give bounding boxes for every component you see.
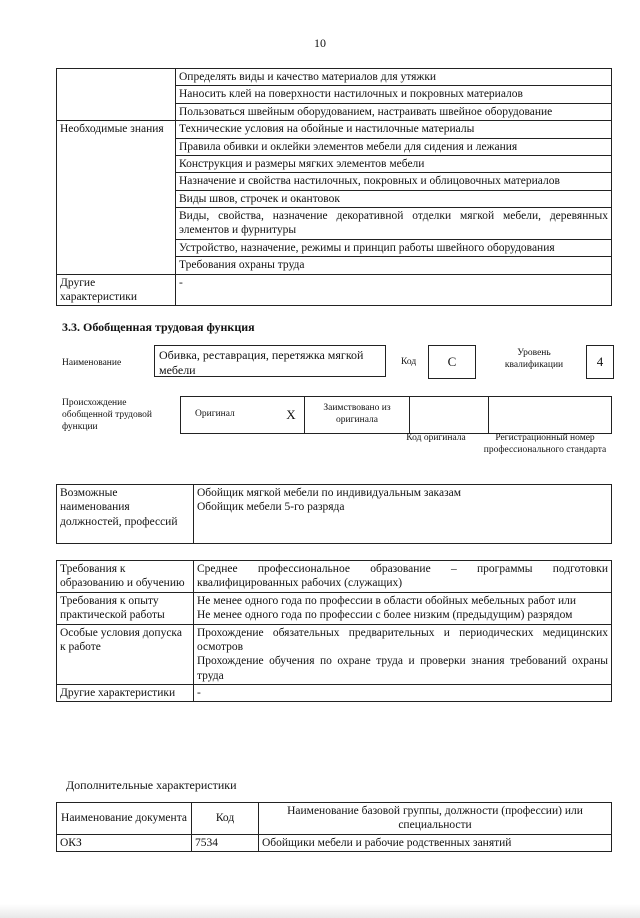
positions-values: [194, 485, 612, 544]
code-box: C: [428, 345, 476, 379]
requirement-value: Прохождение обязательных предварительных и периодических медицинских осмотров Прохождение обучения по охране труда и проверки знания требований охраны труда: [194, 624, 612, 685]
knowledge-item: Технические условия на обойные и настилочные материалы: [176, 121, 612, 138]
knowledge-item: Правила обивки и оклейки элементов мебели для сидения и лежания: [176, 138, 612, 155]
position-item: Обойщик мебели 5-го разряда: [197, 501, 345, 514]
additional-table: [56, 802, 612, 852]
table-cell: ОКЗ: [57, 834, 192, 851]
origin-table: [180, 396, 612, 434]
header-cell: Наименование базовой группы, должности (профессии) или специальности: [259, 803, 612, 835]
skill-item: Пользоваться швейным оборудованием, настраивать швейное оборудование: [176, 103, 612, 120]
header-cell: Код: [192, 803, 259, 835]
code-label: Код: [401, 357, 417, 367]
page-number: 10: [314, 36, 326, 50]
positions-label: Возможные наименования должностей, профессий: [57, 485, 194, 544]
knowledge-item: Конструкция и размеры мягких элементов мебели: [176, 155, 612, 172]
function-name-box: Обивка, реставрация, перетяжка мягкой мебели: [154, 345, 386, 377]
table-cell: 7534: [192, 834, 259, 851]
requirement-value: Среднее профессиональное образование – программы подготовки квалифицированных рабочих (служащих): [194, 561, 612, 593]
skill-item: Определять виды и качество материалов для утяжки: [176, 69, 612, 86]
original-mark: X: [278, 397, 305, 434]
reg-number-label: Регистрационный номер профессионального стандарта: [483, 433, 607, 455]
requirement-label: Требования к опыту практической работы: [57, 592, 194, 624]
additional-title: Дополнительные характеристики: [66, 778, 237, 792]
requirement-label: Особые условия допуска к работе: [57, 624, 194, 685]
requirement-label: Требования к образованию и обучению: [57, 561, 194, 593]
other-label: Другие характеристики: [57, 274, 176, 306]
level-label: Уровень квалификации: [504, 348, 564, 370]
knowledge-item: Устройство, назначение, режимы и принцип работы швейного оборудования: [176, 239, 612, 256]
positions-table: [56, 484, 612, 544]
name-label: Наименование: [62, 358, 122, 368]
section-heading: 3.3. Обобщенная трудовая функция: [62, 320, 255, 334]
code-original-label: Код оригинала: [406, 433, 466, 443]
skills-knowledge-table: [56, 68, 612, 306]
borrowed-label: Заимствовано из оригинала: [305, 397, 410, 434]
level-box: 4: [586, 345, 614, 379]
other-value: -: [176, 274, 612, 306]
original-label: Оригинал: [181, 397, 279, 434]
requirement-label: Другие характеристики: [57, 685, 194, 702]
requirement-value: -: [194, 685, 612, 702]
position-item: Обойщик мягкой мебели по индивидуальным заказам: [197, 487, 461, 499]
knowledge-item: Виды, свойства, назначение декоративной отделки мягкой мебели, деревянных элементов и фурнитуры: [176, 208, 612, 240]
table-cell: Обойщики мебели и рабочие родственных занятий: [259, 834, 612, 851]
requirements-table: [56, 560, 612, 702]
knowledge-label: Необходимые знания: [57, 121, 176, 274]
skill-item: Наносить клей на поверхности настилочных и покровных материалов: [176, 86, 612, 103]
requirement-value: Не менее одного года по профессии в области обойных мебельных работ или Не менее одного года по профессии с более низким (предыдущим) разрядом: [194, 592, 612, 624]
knowledge-item: Виды швов, строчек и окантовок: [176, 190, 612, 207]
scan-edge: [0, 904, 640, 918]
knowledge-item: Требования охраны труда: [176, 257, 612, 274]
origin-label: Происхождение обобщенной трудовой функции: [62, 398, 152, 432]
header-cell: Наименование документа: [57, 803, 192, 835]
knowledge-item: Назначение и свойства настилочных, покровных и облицовочных материалов: [176, 173, 612, 190]
